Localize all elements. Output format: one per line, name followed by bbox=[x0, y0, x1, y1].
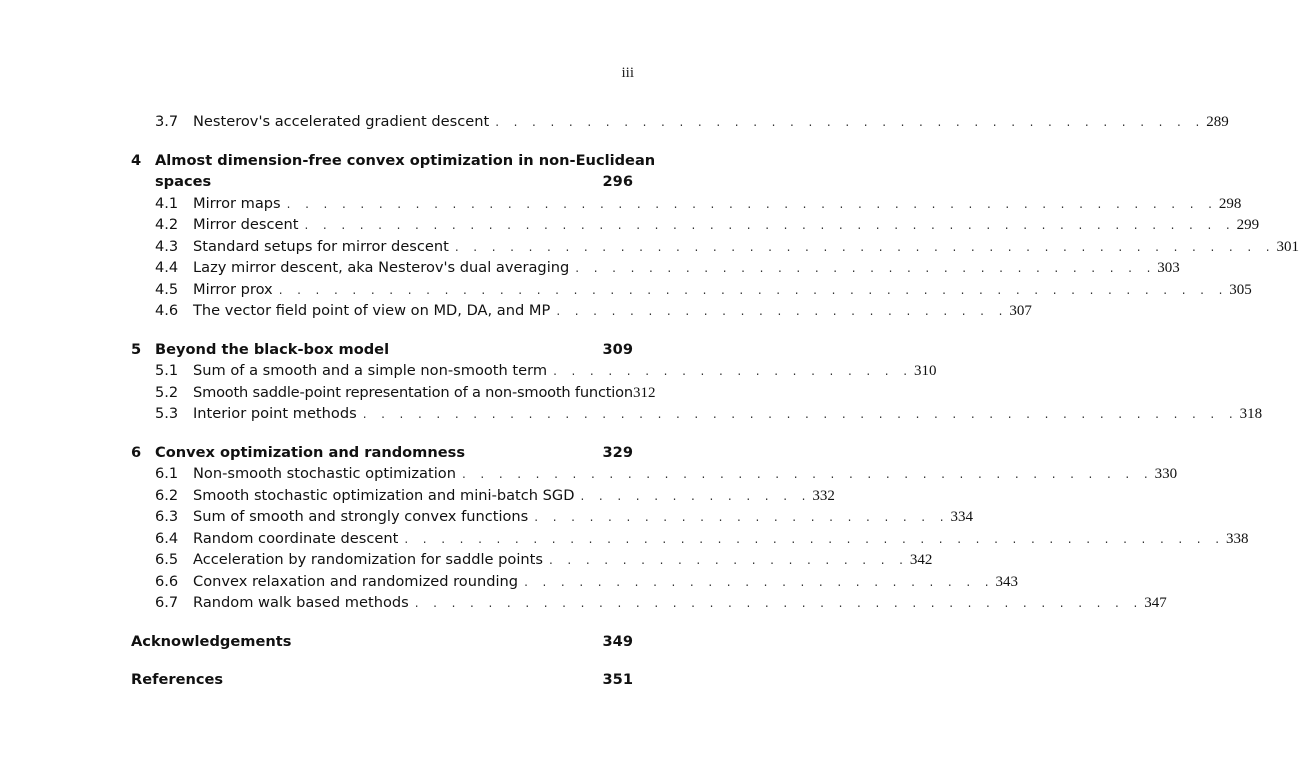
toc-entry-6-4[interactable] bbox=[131, 528, 1249, 550]
section-title: Convex relaxation and randomized rounding bbox=[193, 572, 519, 590]
dot-leader: . . . . . . . . . . . . . . . . . . . . . . . . . bbox=[556, 304, 1008, 318]
section-title: Random coordinate descent bbox=[193, 529, 399, 547]
toc-references[interactable] bbox=[131, 669, 633, 691]
section-title: Sum of a smooth and a simple non-smooth term bbox=[193, 362, 548, 379]
section-page: 334 bbox=[950, 509, 973, 525]
page-number: iii bbox=[621, 65, 634, 81]
section-number: 4.6 bbox=[155, 302, 179, 319]
dot-leader: . . . . . . . . . . . . . . . . . . . . . . . . . . . . . . . . . . . . . . . . . . . . . . . . bbox=[362, 407, 1239, 421]
section-title: Interior point methods bbox=[193, 405, 357, 422]
acknowledgements-title: Acknowledgements bbox=[131, 632, 292, 650]
section-title: Acceleration by randomization for saddle points bbox=[193, 551, 543, 568]
section-page: 310 bbox=[913, 363, 937, 379]
section-number: 4.3 bbox=[155, 237, 179, 255]
toc-chapter-5[interactable] bbox=[131, 339, 633, 361]
toc-entry-6-1[interactable] bbox=[131, 463, 1178, 485]
dot-leader: . . . . . . . . . . . . . . . . . . . . bbox=[549, 553, 909, 567]
toc-entry-4-4[interactable] bbox=[131, 257, 1180, 279]
toc-entry-4-6[interactable] bbox=[131, 300, 1032, 322]
section-page: 307 bbox=[1009, 303, 1032, 319]
toc-entry-5-3[interactable] bbox=[131, 403, 1263, 425]
section-number: 5.3 bbox=[155, 405, 179, 422]
dot-leader: . . . . . . . . . . . . . . . . . . . . . . . . . . . . . . . . . . . . . . . . . . . . . . . . . . . bbox=[304, 218, 1236, 232]
section-number: 6.3 bbox=[155, 508, 179, 525]
dot-leader: . . . . . . . . . . . . . . . . . . . . . . . . . . . . . . . . . . . . . . . . . . . . . bbox=[454, 239, 1275, 254]
section-page: 347 bbox=[1144, 595, 1167, 611]
section-page: 318 bbox=[1239, 406, 1263, 422]
dot-leader: . . . . . . . . . . . . . . . . . . . . . . . . . . bbox=[524, 574, 994, 589]
section-number: 6.2 bbox=[155, 486, 179, 504]
dot-leader: . . . . . . . . . . . . . . . . . . . . . . . . . . . . . . . . . . . . . . bbox=[461, 467, 1154, 481]
section-page: 301 bbox=[1276, 238, 1299, 255]
chapter-title-line1: Almost dimension-free convex optimization in non-Euclidean bbox=[155, 151, 656, 169]
section-title: Smooth stochastic optimization and mini-batch SGD bbox=[193, 486, 575, 504]
dot-leader: . . . . . . . . . . . . . . . . . . . . . . . . . . . . . . . . . . . . . . . . . . . . . bbox=[404, 531, 1225, 546]
table-of-contents bbox=[131, 111, 1299, 691]
section-number: 4.4 bbox=[155, 259, 179, 276]
section-page: 332 bbox=[812, 487, 835, 504]
section-number: 6.5 bbox=[155, 551, 179, 568]
section-number: 6.6 bbox=[155, 572, 179, 590]
section-number: 5.2 bbox=[155, 383, 179, 401]
section-page: 289 bbox=[1206, 114, 1229, 130]
section-number: 3.7 bbox=[155, 113, 179, 130]
dot-leader: . . . . . . . . . . . . . . . . . . . . . . . bbox=[534, 510, 949, 524]
chapter-number: 6 bbox=[131, 443, 142, 461]
section-page: 305 bbox=[1229, 281, 1252, 298]
section-title: Smooth saddle-point representation of a non-smooth function bbox=[193, 383, 633, 401]
toc-chapter-6[interactable] bbox=[131, 442, 633, 464]
dot-leader: . . . . . . . . . . . . . . . . . . . . . . . . . . . . . . . . . . . . . . . . . . . . . . . . . . . bbox=[286, 196, 1218, 211]
section-number: 4.1 bbox=[155, 194, 179, 212]
references-page: 351 bbox=[602, 671, 633, 688]
toc-entry-5-2[interactable] bbox=[131, 382, 656, 404]
toc-entry-6-5[interactable] bbox=[131, 549, 933, 571]
toc-entry-6-3[interactable] bbox=[131, 506, 973, 528]
section-number: 6.4 bbox=[155, 529, 179, 547]
toc-chapter-4-cont[interactable] bbox=[131, 171, 633, 193]
references-title: References bbox=[131, 671, 224, 688]
chapter-number: 4 bbox=[131, 151, 142, 169]
section-page: 342 bbox=[909, 552, 933, 568]
section-number: 6.1 bbox=[155, 465, 179, 482]
chapter-page: 309 bbox=[602, 340, 633, 358]
toc-entry-4-5[interactable] bbox=[131, 279, 1252, 301]
section-title: Nesterov's accelerated gradient descent bbox=[193, 113, 490, 130]
dot-leader: . . . . . . . . . . . . . . . . . . . . bbox=[553, 364, 913, 378]
section-title: Non-smooth stochastic optimization bbox=[193, 465, 456, 482]
toc-entry-5-1[interactable] bbox=[131, 360, 937, 382]
section-title: Standard setups for mirror descent bbox=[193, 237, 449, 255]
section-title: Random walk based methods bbox=[193, 594, 409, 611]
section-number: 4.5 bbox=[155, 280, 179, 298]
section-title: The vector field point of view on MD, DA, and MP bbox=[193, 302, 551, 319]
section-page: 299 bbox=[1236, 217, 1260, 233]
dot-leader: . . . . . . . . . . . . . . . . . . . . . . . . . . . . . . . . . . . . . . . . . . . . . . . . . . . . bbox=[278, 282, 1228, 297]
toc-entry-4-3[interactable] bbox=[131, 236, 1299, 258]
section-title: Mirror prox bbox=[193, 280, 273, 298]
section-title: Sum of smooth and strongly convex functions bbox=[193, 508, 529, 525]
toc-acknowledgements[interactable] bbox=[131, 631, 633, 653]
dot-leader: . . . . . . . . . . . . . . . . . . . . . . . . . . . . . . . . bbox=[575, 261, 1156, 275]
section-page: 338 bbox=[1225, 530, 1249, 547]
toc-entry-6-6[interactable] bbox=[131, 571, 1018, 593]
toc-entry-3-7[interactable] bbox=[131, 111, 1229, 133]
toc-chapter-4[interactable] bbox=[131, 150, 656, 172]
toc-entry-4-2[interactable] bbox=[131, 214, 1260, 236]
chapter-title: Convex optimization and randomness bbox=[155, 443, 466, 461]
section-page: 330 bbox=[1154, 466, 1178, 482]
dot-leader: . . . . . . . . . . . . . . . . . . . . . . . . . . . . . . . . . . . . . . . bbox=[495, 115, 1205, 129]
section-number: 6.7 bbox=[155, 594, 179, 611]
section-page: 312 bbox=[632, 384, 656, 401]
chapter-number: 5 bbox=[131, 340, 142, 358]
section-title: Mirror descent bbox=[193, 216, 299, 233]
chapter-title: Beyond the black-box model bbox=[155, 340, 390, 358]
section-number: 4.2 bbox=[155, 216, 179, 233]
acknowledgements-page: 349 bbox=[602, 632, 633, 650]
toc-entry-6-7[interactable] bbox=[131, 592, 1167, 614]
section-page: 303 bbox=[1157, 260, 1180, 276]
section-page: 298 bbox=[1218, 195, 1242, 212]
dot-leader: . . . . . . . . . . . . . bbox=[580, 488, 811, 503]
toc-entry-6-2[interactable] bbox=[131, 485, 835, 507]
dot-leader: . . . . . . . . . . . . . . . . . . . . . . . . . . . . . . . . . . . . . . . . bbox=[414, 596, 1143, 610]
section-title: Mirror maps bbox=[193, 194, 281, 212]
chapter-page: 296 bbox=[602, 173, 633, 190]
chapter-page: 329 bbox=[602, 443, 633, 461]
toc-entry-4-1[interactable] bbox=[131, 193, 1242, 215]
section-number: 5.1 bbox=[155, 362, 179, 379]
section-title: Lazy mirror descent, aka Nesterov's dual averaging bbox=[193, 259, 570, 276]
chapter-title-line2: spaces bbox=[155, 173, 212, 190]
section-page: 343 bbox=[995, 573, 1018, 590]
